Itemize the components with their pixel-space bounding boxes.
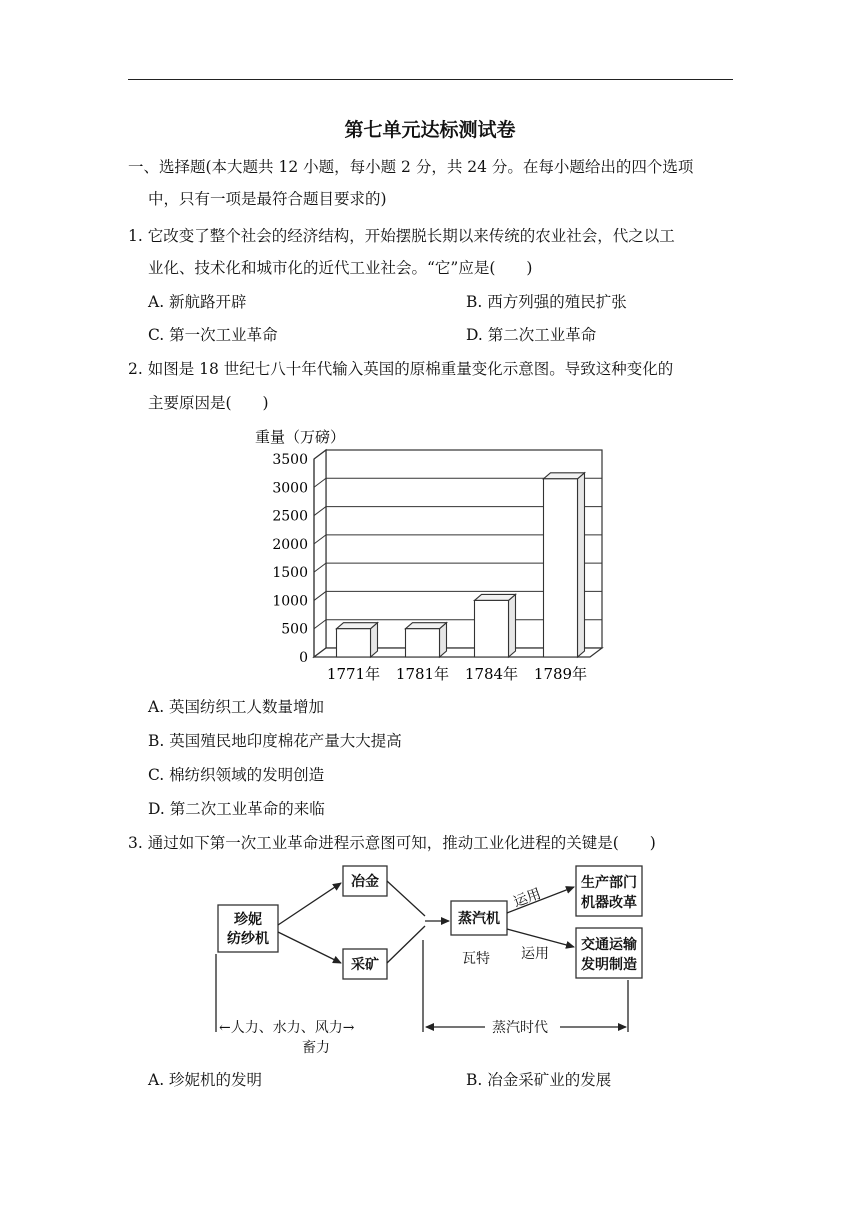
q1-option-a: A. 新航路开辟 <box>148 293 247 311</box>
section-heading-line2: 中，只有一项是最符合题目要求的) <box>148 190 387 208</box>
chart-y-tick-label: 2500 <box>272 508 308 525</box>
q2-option-c: C. 棉纺织领域的发明创造 <box>148 766 325 784</box>
q1-option-d: D. 第二次工业革命 <box>466 326 597 344</box>
chart-y-tick-label: 3000 <box>272 480 308 497</box>
transport-label-1: 交通运输 <box>581 937 637 953</box>
q3-option-b: B. 冶金采矿业的发展 <box>466 1071 612 1089</box>
mining-label: 采矿 <box>351 957 379 973</box>
production-label-1: 生产部门 <box>581 875 637 891</box>
apply-label-2: 运用 <box>521 946 549 962</box>
chart-y-tick-label: 500 <box>281 621 308 638</box>
watt-label: 瓦特 <box>462 951 490 967</box>
question-3-line1: 3. 通过如下第一次工业革命进程示意图可知，推动工业化进程的关键是( ) <box>128 834 656 852</box>
chart-x-tick-label: 1784年 <box>464 665 519 683</box>
chart-x-tick-label: 1781年 <box>395 665 450 683</box>
question-2-line1: 2. 如图是 18 世纪七八十年代输入英国的原棉重量变化示意图。导致这种变化的 <box>128 360 674 378</box>
chart-x-tick-label: 1771年 <box>326 665 381 683</box>
jenny-label-2: 纺纱机 <box>227 931 269 947</box>
power-era-label-2: 畜力 <box>302 1040 330 1056</box>
chart-y-tick-label: 3500 <box>272 452 308 468</box>
section-heading-line1: 一、选择题(本大题共 12 小题，每小题 2 分，共 24 分。在每小题给出的四个选项 <box>128 158 694 176</box>
jenny-label-1: 珍妮 <box>234 912 262 928</box>
q2-option-b: B. 英国殖民地印度棉花产量大大提高 <box>148 732 402 750</box>
q3-option-a: A. 珍妮机的发明 <box>148 1071 263 1089</box>
metallurgy-label: 冶金 <box>351 874 379 890</box>
chart-y-tick-label: 2000 <box>272 536 308 553</box>
transport-label-2: 发明制造 <box>581 957 637 973</box>
steam-engine-label: 蒸汽机 <box>458 911 500 927</box>
q2-option-d: D. 第二次工业革命的来临 <box>148 800 325 818</box>
steam-era-label: 蒸汽时代 <box>492 1020 548 1036</box>
page-title: 第七单元达标测试卷 <box>344 119 516 141</box>
power-era-label: ←人力、水力、风力→ <box>219 1020 355 1036</box>
chart-y-axis-label: 重量（万磅） <box>255 428 346 446</box>
question-1-line1: 1. 它改变了整个社会的经济结构，开始摆脱长期以来传统的农业社会，代之以工 <box>128 227 675 245</box>
chart-y-tick-label: 1500 <box>272 565 308 582</box>
production-label-2: 机器改革 <box>581 895 637 911</box>
chart-x-tick-label: 1789年 <box>533 665 588 683</box>
chart-y-tick-label: 1000 <box>272 593 308 610</box>
question-2-line2: 主要原因是( ) <box>148 394 269 412</box>
apply-label-1: 运用 <box>511 885 544 911</box>
q1-option-b: B. 西方列强的殖民扩张 <box>466 293 627 311</box>
question-1-line2: 业化、技术化和城市化的近代工业社会。“它”应是( ) <box>148 259 533 277</box>
q2-option-a: A. 英国纺织工人数量增加 <box>148 698 325 716</box>
q1-option-c: C. 第一次工业革命 <box>148 326 278 344</box>
chart-y-tick-label: 0 <box>299 650 308 666</box>
